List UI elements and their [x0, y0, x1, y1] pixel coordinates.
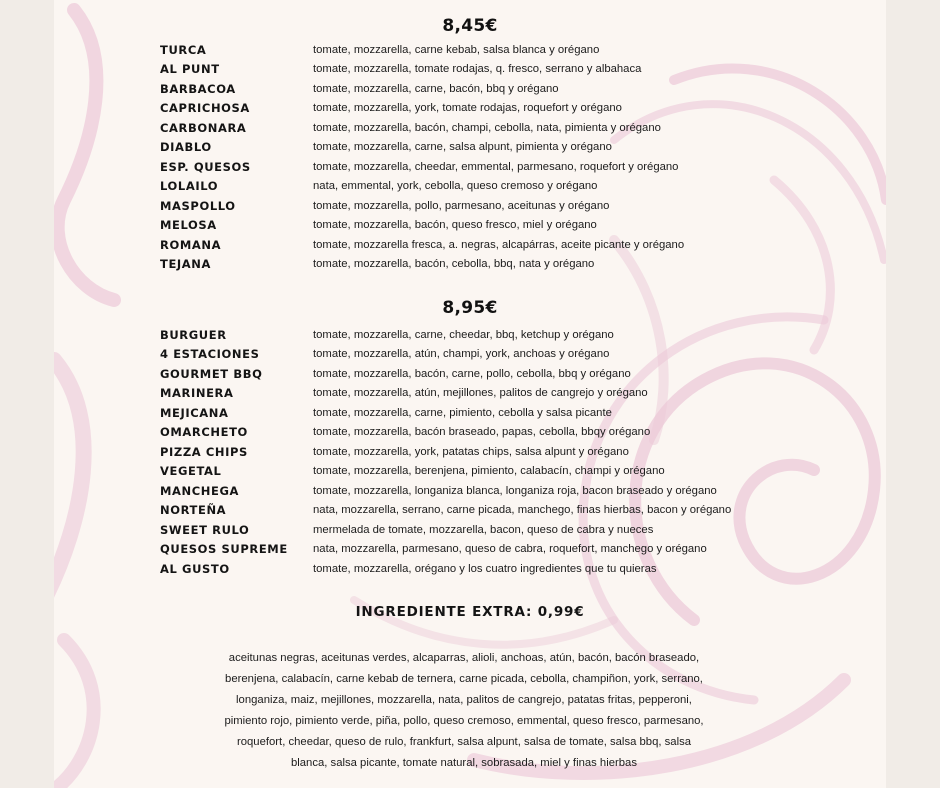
list-item: [160, 345, 880, 365]
list-item: [160, 216, 880, 236]
pizza-name: MARINERA: [160, 386, 234, 401]
pizza-name: MEJICANA: [160, 405, 229, 420]
pizza-name: AL PUNT: [160, 62, 220, 77]
list-item: [160, 540, 880, 560]
list-item: [160, 118, 880, 138]
pizza-name: NORTEÑA: [160, 503, 227, 518]
pizza-name: AL GUSTO: [160, 561, 230, 576]
extra-line: longaniza, maiz, mejillones, mozzarella, nata, palitos de cangrejo, patatas fritas, pepperoni,: [236, 694, 692, 706]
pizza-name: SWEET RULO: [160, 522, 250, 537]
list-item: [160, 138, 880, 158]
pizza-ingredients: tomate, mozzarella, york, tomate rodajas, roquefort y orégano: [313, 102, 622, 115]
pizza-ingredients: mermelada de tomate, mozzarella, bacon, queso de cabra y nueces: [313, 523, 654, 536]
pizza-name: BURGUER: [160, 327, 227, 342]
extra-line: pimiento rojo, pimiento verde, piña, pollo, queso cremoso, emmental, queso fresco, parmesano,: [224, 715, 704, 727]
pizza-name: TEJANA: [160, 257, 212, 272]
pizza-name: PIZZA CHIPS: [160, 444, 248, 459]
pizza-ingredients: tomate, mozzarella, bacón, champi, cebolla, nata, pimienta y orégano: [313, 121, 661, 134]
pizza-name: BARBACOA: [160, 81, 236, 96]
pizza-ingredients: tomate, mozzarella, pollo, parmesano, aceitunas y orégano: [313, 199, 610, 212]
pizza-ingredients: tomate, mozzarella, carne, bacón, bbq y orégano: [313, 82, 559, 95]
pizza-ingredients: nata, emmental, york, cebolla, queso cremoso y orégano: [313, 180, 598, 193]
pizza-ingredients: tomate, mozzarella, bacón, queso fresco, miel y orégano: [313, 219, 597, 232]
menu-page: [54, 0, 886, 788]
list-item: [160, 325, 880, 345]
list-item: [160, 501, 880, 521]
list-item: [160, 559, 880, 579]
list-item: [160, 177, 880, 197]
list-item: [160, 60, 880, 80]
list-item: [160, 384, 880, 404]
list-item: [160, 423, 880, 443]
pizza-ingredients: tomate, mozzarella, bacón, cebolla, bbq, nata y orégano: [313, 258, 595, 271]
pizza-ingredients: tomate, mozzarella, cheedar, emmental, parmesano, roquefort y orégano: [313, 160, 679, 173]
extra-ingredient-heading: INGREDIENTE EXTRA: 0,99€: [355, 604, 585, 620]
list-item: [160, 520, 880, 540]
pizza-list-1: [160, 40, 880, 274]
pizza-ingredients: tomate, mozzarella, carne, pimiento, cebolla y salsa picante: [313, 406, 612, 419]
pizza-ingredients: tomate, mozzarella, carne, salsa alpunt, pimienta y orégano: [313, 141, 612, 154]
pizza-name: GOURMET BBQ: [160, 366, 263, 381]
pizza-name: LOLAILO: [160, 179, 219, 194]
pizza-ingredients: tomate, mozzarella, longaniza blanca, longaniza roja, bacon braseado y orégano: [313, 484, 717, 497]
extra-ingredient-list: [134, 648, 794, 774]
list-item: [160, 442, 880, 462]
list-item: [160, 403, 880, 423]
pizza-name: MASPOLLO: [160, 198, 236, 213]
list-item: [160, 481, 880, 501]
section-price-heading: 8,95€: [442, 298, 498, 318]
menu-content: [54, 0, 886, 788]
pizza-name: 4 ESTACIONES: [160, 347, 260, 362]
pizza-name: CAPRICHOSA: [160, 101, 250, 116]
extra-line: berenjena, calabacín, carne kebab de ternera, carne picada, cebolla, champiñon, york, serrano,: [225, 673, 703, 685]
pizza-ingredients: nata, mozzarella, serrano, carne picada, manchego, finas hierbas, bacon y orégano: [313, 504, 732, 517]
pizza-name: ESP. QUESOS: [160, 159, 251, 174]
list-item: [160, 255, 880, 275]
pizza-ingredients: tomate, mozzarella, york, patatas chips, salsa alpunt y orégano: [313, 445, 629, 458]
pizza-ingredients: tomate, mozzarella, orégano y los cuatro ingredientes que tu quieras: [313, 562, 657, 575]
pizza-name: CARBONARA: [160, 120, 247, 135]
list-item: [160, 157, 880, 177]
pizza-name: MELOSA: [160, 218, 217, 233]
list-item: [160, 79, 880, 99]
pizza-name: MANCHEGA: [160, 483, 240, 498]
pizza-ingredients: tomate, mozzarella, tomate rodajas, q. fresco, serrano y albahaca: [313, 63, 642, 76]
pizza-ingredients: tomate, mozzarella fresca, a. negras, alcapárras, aceite picante y orégano: [313, 238, 685, 251]
extra-line: blanca, salsa picante, tomate natural, sobrasada, miel y finas hierbas: [290, 757, 637, 769]
pizza-name: OMARCHETO: [160, 425, 248, 440]
list-item: [160, 196, 880, 216]
pizza-ingredients: nata, mozzarella, parmesano, queso de cabra, roquefort, manchego y orégano: [313, 543, 707, 556]
pizza-ingredients: tomate, mozzarella, bacón, carne, pollo, cebolla, bbq y orégano: [313, 367, 631, 380]
pizza-ingredients: tomate, mozzarella, berenjena, pimiento, calabacín, champi y orégano: [313, 465, 665, 478]
extra-line: aceitunas negras, aceitunas verdes, alcaparras, alioli, anchoas, atún, bacón, bacón braseado,: [228, 652, 700, 664]
pizza-name: TURCA: [160, 42, 207, 57]
pizza-ingredients: tomate, mozzarella, carne kebab, salsa blanca y orégano: [313, 43, 600, 56]
list-item: [160, 364, 880, 384]
pizza-ingredients: tomate, mozzarella, carne, cheedar, bbq, ketchup y orégano: [313, 328, 614, 341]
list-item: [160, 99, 880, 119]
extra-line: roquefort, cheedar, queso de rulo, frankfurt, salsa alpunt, salsa de tomate, salsa bbq, salsa: [236, 736, 692, 748]
pizza-ingredients: tomate, mozzarella, bacón braseado, papas, cebolla, bbqy orégano: [313, 426, 651, 439]
pizza-name: VEGETAL: [160, 464, 222, 479]
pizza-name: QUESOS SUPREME: [160, 542, 288, 557]
pizza-list-2: [160, 325, 880, 579]
list-item: [160, 235, 880, 255]
pizza-ingredients: tomate, mozzarella, atún, mejillones, palitos de cangrejo y orégano: [313, 387, 648, 400]
pizza-name: DIABLO: [160, 140, 212, 155]
pizza-ingredients: tomate, mozzarella, atún, champi, york, anchoas y orégano: [313, 348, 610, 361]
list-item: [160, 40, 880, 60]
list-item: [160, 462, 880, 482]
pizza-name: ROMANA: [160, 237, 222, 252]
section-price-heading: 8,45€: [442, 16, 498, 36]
